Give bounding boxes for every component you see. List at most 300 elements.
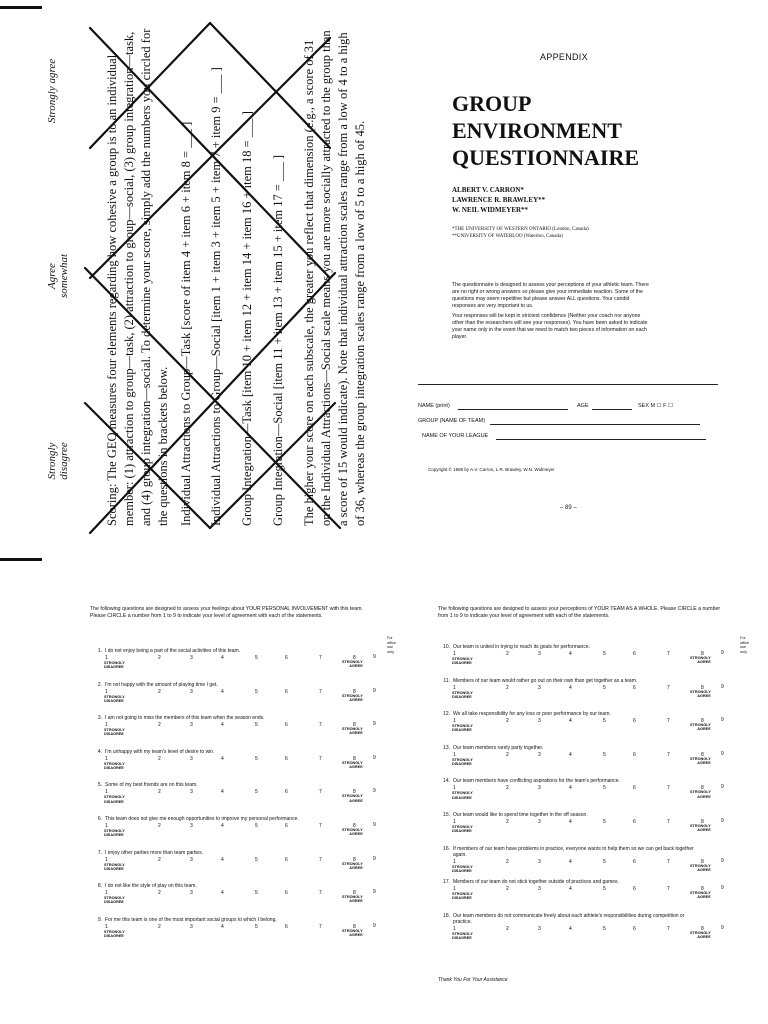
- rating-option-6[interactable]: 6: [633, 886, 636, 893]
- rating-option-5[interactable]: 5: [603, 785, 606, 792]
- strongly-disagree-label: [452, 691, 473, 700]
- rating-option-4[interactable]: 4: [221, 923, 224, 930]
- item-number: 5.: [97, 782, 102, 789]
- rating-option-8[interactable]: 8: [353, 823, 356, 829]
- label-line: AGREE: [349, 798, 363, 803]
- item-number: 7.: [97, 849, 102, 856]
- rating-option-5[interactable]: 5: [603, 751, 606, 758]
- rating-option-8[interactable]: 8: [701, 785, 704, 792]
- rating-option-2[interactable]: 2: [506, 858, 509, 865]
- rating-option-7[interactable]: 7: [319, 856, 322, 863]
- rating-option-4[interactable]: 4: [569, 684, 572, 691]
- rating-option-6[interactable]: 6: [633, 751, 636, 758]
- rating-option-2[interactable]: 2: [158, 755, 161, 762]
- rating-option-3[interactable]: 3: [538, 751, 541, 758]
- strongly-disagree-label: [452, 825, 473, 834]
- rating-option-4[interactable]: 4: [221, 789, 224, 796]
- label-line: STRONGLY: [452, 864, 473, 869]
- rating-option-1[interactable]: 1: [105, 890, 108, 897]
- rating-option-4[interactable]: 4: [569, 751, 572, 758]
- rating-option-7[interactable]: 7: [319, 890, 322, 897]
- item-statement: I'm not happy with the amount of playing time I get.: [105, 681, 218, 688]
- rating-option-6[interactable]: 6: [633, 819, 636, 825]
- rating-option-7[interactable]: 7: [319, 655, 322, 661]
- rating-option-5[interactable]: 5: [255, 755, 258, 762]
- item-statement: Our team members rarely party together.: [453, 744, 544, 751]
- rating-option-1[interactable]: 1: [105, 688, 108, 695]
- item-statement: For me this team is one of the most important social groups to which I belong.: [105, 916, 277, 923]
- strongly-disagree-label: [452, 724, 473, 733]
- rating-option-3[interactable]: 3: [538, 858, 541, 865]
- rating-option-1[interactable]: 1: [105, 722, 108, 729]
- item-number: 2.: [97, 681, 102, 688]
- rating-option-1[interactable]: 1: [453, 858, 456, 865]
- questionnaire-title: [452, 90, 639, 171]
- label-line: STRONGLY: [342, 895, 363, 900]
- label-line: DISAGREE: [104, 799, 124, 804]
- strongly-agree-label: [690, 824, 711, 833]
- rating-option-8[interactable]: 8: [353, 890, 356, 897]
- rating-option-9[interactable]: 9: [373, 788, 376, 795]
- label-line: DISAGREE: [452, 694, 472, 699]
- item-statement: Some of my best friends are on this team.: [105, 782, 198, 789]
- label-line: STRONGLY: [690, 863, 711, 868]
- rating-option-9[interactable]: 9: [721, 857, 724, 864]
- item-number: 15.: [443, 812, 450, 818]
- label-line: AGREE: [349, 697, 363, 702]
- rating-option-3[interactable]: 3: [538, 886, 541, 893]
- right-page-header: The following questions are designed to assess your perceptions of YOUR TEAM AS A WHOLE. Please CIRCLE a number from 1 to 9 to indicate your level of agreement with each of the statements.: [438, 606, 721, 619]
- rating-option-5[interactable]: 5: [255, 655, 258, 661]
- label-line: STRONGLY: [690, 790, 711, 795]
- rating-option-2[interactable]: 2: [506, 651, 509, 657]
- strongly-disagree-heading: Strongly disagree: [46, 441, 71, 480]
- rating-option-2[interactable]: 2: [158, 856, 161, 863]
- questionnaire-item: [438, 879, 738, 909]
- questionnaire-item: [438, 711, 738, 741]
- item-statement: If members of our team have problems in practice, everyone wants to help them so we can get back together again.: [453, 845, 694, 858]
- rating-option-4[interactable]: 4: [569, 886, 572, 893]
- rating-option-8[interactable]: 8: [353, 923, 356, 930]
- rating-option-5[interactable]: 5: [603, 651, 606, 657]
- rating-option-6[interactable]: 6: [633, 858, 636, 865]
- label-line: AGREE: [349, 865, 363, 870]
- label-line: AGREE: [349, 899, 363, 904]
- rating-option-6[interactable]: 6: [285, 755, 288, 762]
- sex-checkboxes[interactable]: SEX M ☐ F ☐: [638, 403, 673, 409]
- strongly-agree-label: [342, 862, 363, 871]
- rating-option-8[interactable]: 8: [353, 755, 356, 762]
- label-line: STRONGLY: [452, 724, 473, 729]
- label-line: AGREE: [697, 794, 711, 799]
- rating-option-8[interactable]: 8: [701, 751, 704, 758]
- label-line: DISAGREE: [452, 728, 472, 733]
- rating-option-9[interactable]: 9: [373, 922, 376, 929]
- strongly-agree-label: [342, 694, 363, 703]
- rating-option-3[interactable]: 3: [190, 890, 193, 897]
- rating-option-4[interactable]: 4: [569, 925, 572, 932]
- office-use-label: For office use only: [740, 636, 750, 654]
- rating-option-2[interactable]: 2: [506, 684, 509, 691]
- rating-option-9[interactable]: 9: [721, 924, 724, 931]
- rating-option-4[interactable]: 4: [221, 722, 224, 729]
- strongly-agree-label: [342, 660, 363, 669]
- label-line: AGREE: [697, 867, 711, 872]
- rating-option-9[interactable]: 9: [721, 750, 724, 757]
- strongly-disagree-label: [104, 896, 125, 905]
- rating-option-1[interactable]: 1: [105, 856, 108, 863]
- item-statement: Our team would like to spend time together in the off season.: [453, 812, 588, 818]
- rating-option-6[interactable]: 6: [633, 718, 636, 725]
- rating-option-7[interactable]: 7: [667, 684, 670, 691]
- rating-option-8[interactable]: 8: [701, 886, 704, 893]
- rating-option-8[interactable]: 8: [353, 655, 356, 661]
- rating-option-9[interactable]: 9: [373, 889, 376, 896]
- rating-option-8[interactable]: 8: [353, 856, 356, 863]
- rating-option-4[interactable]: 4: [569, 819, 572, 825]
- rating-option-4[interactable]: 4: [221, 688, 224, 695]
- rating-option-5[interactable]: 5: [603, 684, 606, 691]
- rating-option-5[interactable]: 5: [603, 858, 606, 865]
- copyright-notice: Copyright © 1985 by A.V. Carron, L.R. Brawley, W.N. Widmeyer: [428, 467, 555, 472]
- age-field[interactable]: [592, 409, 632, 410]
- rating-option-7[interactable]: 7: [667, 751, 670, 758]
- rating-option-4[interactable]: 4: [221, 755, 224, 762]
- rating-option-6[interactable]: 6: [285, 923, 288, 930]
- strongly-agree-label: [342, 727, 363, 736]
- label-line: STRONGLY: [104, 728, 125, 733]
- rating-option-2[interactable]: 2: [506, 819, 509, 825]
- rating-option-9[interactable]: 9: [373, 687, 376, 694]
- item-statement: Members of our team do not stick together outside of practices and games.: [453, 879, 619, 886]
- rating-option-1[interactable]: 1: [453, 819, 456, 825]
- questionnaire-item: [90, 749, 390, 779]
- rating-option-4[interactable]: 4: [569, 718, 572, 725]
- rating-option-4[interactable]: 4: [221, 823, 224, 829]
- rating-option-1[interactable]: 1: [453, 718, 456, 725]
- rating-option-9[interactable]: 9: [373, 654, 376, 660]
- rating-option-9[interactable]: 9: [373, 855, 376, 862]
- rating-option-2[interactable]: 2: [506, 718, 509, 725]
- item-statement: Our team members have conflicting aspirations for the team's performance.: [453, 778, 620, 785]
- rating-option-7[interactable]: 7: [319, 722, 322, 729]
- strongly-agree-label: [690, 656, 711, 665]
- item-statement: I enjoy other parties more than team parties.: [105, 849, 204, 856]
- rating-option-7[interactable]: 7: [667, 718, 670, 725]
- item-number: 11.: [443, 677, 450, 684]
- questionnaire-item: [90, 782, 390, 812]
- label-line: DISAGREE: [104, 766, 124, 771]
- label-line: AGREE: [697, 761, 711, 766]
- rating-option-3[interactable]: 3: [190, 923, 193, 930]
- rating-option-1[interactable]: 1: [453, 751, 456, 758]
- rating-option-2[interactable]: 2: [158, 722, 161, 729]
- questionnaire-item: [438, 745, 738, 775]
- rating-option-5[interactable]: 5: [255, 823, 258, 829]
- strongly-disagree-label: [104, 695, 125, 704]
- item-statement: I do not enjoy being a part of the social activities of this team.: [105, 648, 241, 654]
- name-label: NAME (print): [418, 403, 450, 409]
- item-number: 3.: [97, 715, 102, 722]
- item-statement: Our team is united in trying to reach its goals for performance.: [453, 644, 591, 650]
- rating-option-7[interactable]: 7: [319, 755, 322, 762]
- rating-option-8[interactable]: 8: [701, 858, 704, 865]
- label-line: STRONGLY: [342, 861, 363, 866]
- rating-option-4[interactable]: 4: [221, 890, 224, 897]
- scoring-instructions: [104, 26, 370, 526]
- rating-option-6[interactable]: 6: [285, 890, 288, 897]
- questionnaire-item: [90, 715, 390, 745]
- rating-option-2[interactable]: 2: [506, 886, 509, 893]
- rating-option-7[interactable]: 7: [667, 886, 670, 893]
- rating-option-2[interactable]: 2: [158, 890, 161, 897]
- subscale-individual-task: Individual Attractions to Group—Task [score of item 4 + item 6 + item 8 = ___ ]: [178, 121, 193, 526]
- rating-option-6[interactable]: 6: [285, 856, 288, 863]
- rating-option-9[interactable]: 9: [721, 818, 724, 824]
- rating-option-3[interactable]: 3: [538, 785, 541, 792]
- league-label: NAME OF YOUR LEAGUE: [422, 433, 489, 439]
- subscale-group-task: Group Integration—Task [item 10 + item 12 + item 14 + item 16 + item 18 = ___ ]: [240, 110, 255, 526]
- item-number: 10.: [443, 644, 450, 650]
- label-line: DISAGREE: [104, 833, 124, 838]
- rating-option-9[interactable]: 9: [373, 822, 376, 828]
- rating-option-5[interactable]: 5: [255, 789, 258, 796]
- rating-option-2[interactable]: 2: [158, 688, 161, 695]
- strongly-agree-label: [342, 929, 363, 938]
- scoring-intro: Scoring: The GEQ measures four elements regarding how cohesive a group is to an individual member: (1) attraction to group—task, (2) attraction to group—social, (3) group integration—task, and (4) group integration—social. To determine your score, simply add the numbers you circled for the questions in brackets below.: [105, 28, 170, 526]
- rating-option-6[interactable]: 6: [633, 925, 636, 932]
- rating-option-9[interactable]: 9: [373, 721, 376, 728]
- rating-option-7[interactable]: 7: [319, 823, 322, 829]
- label-line: AGREE: [697, 727, 711, 732]
- strongly-agree-heading: Strongly agree: [46, 58, 58, 123]
- rating-option-8[interactable]: 8: [353, 789, 356, 796]
- rating-option-5[interactable]: 5: [255, 923, 258, 930]
- rating-option-3[interactable]: 3: [190, 789, 193, 796]
- rating-option-7[interactable]: 7: [667, 819, 670, 825]
- rating-option-3[interactable]: 3: [190, 755, 193, 762]
- rating-option-2[interactable]: 2: [158, 655, 161, 661]
- strongly-disagree-label: [104, 762, 125, 771]
- rating-option-6[interactable]: 6: [633, 785, 636, 792]
- rating-option-1[interactable]: 1: [453, 651, 456, 657]
- rating-option-5[interactable]: 5: [603, 886, 606, 893]
- rating-option-9[interactable]: 9: [721, 784, 724, 791]
- appendix-title-page: [400, 40, 730, 530]
- rating-option-7[interactable]: 7: [319, 789, 322, 796]
- rating-option-9[interactable]: 9: [721, 885, 724, 892]
- strongly-disagree-label: [452, 791, 473, 800]
- rating-option-5[interactable]: 5: [603, 819, 606, 825]
- label-line: STRONGLY: [104, 896, 125, 901]
- questionnaire-item: [438, 778, 738, 808]
- rating-option-6[interactable]: 6: [285, 789, 288, 796]
- questionnaire-item: [438, 812, 738, 842]
- rating-option-4[interactable]: 4: [569, 858, 572, 865]
- label-line: STRONGLY: [104, 862, 125, 867]
- rating-option-3[interactable]: 3: [538, 651, 541, 657]
- rating-option-6[interactable]: 6: [633, 684, 636, 691]
- rating-option-3[interactable]: 3: [538, 684, 541, 691]
- name-field[interactable]: [458, 409, 568, 410]
- rating-option-5[interactable]: 5: [255, 856, 258, 863]
- age-label: AGE: [577, 403, 589, 409]
- rating-option-8[interactable]: 8: [353, 688, 356, 695]
- label-line: STRONGLY: [452, 825, 473, 829]
- rating-option-8[interactable]: 8: [353, 722, 356, 729]
- rating-option-8[interactable]: 8: [701, 651, 704, 657]
- questionnaire-item: [438, 678, 738, 708]
- label-line: STRONGLY: [104, 661, 125, 665]
- rating-option-6[interactable]: 6: [285, 823, 288, 829]
- label-line: DISAGREE: [104, 934, 124, 939]
- rating-option-3[interactable]: 3: [190, 823, 193, 829]
- rating-option-8[interactable]: 8: [701, 925, 704, 932]
- thank-you-note: Thank You For Your Assistance: [438, 977, 508, 983]
- rating-option-9[interactable]: 9: [721, 650, 724, 656]
- questionnaire-item: [438, 644, 738, 674]
- rating-option-5[interactable]: 5: [255, 722, 258, 729]
- subscale-group-social: Group Integration—Social [item 11 + item 13 + item 15 + item 17 = ___ ]: [271, 154, 286, 526]
- item-statement: Our team members do not communicate freely about each athlete's responsibilities during competition or practice.: [453, 912, 685, 925]
- rating-option-2[interactable]: 2: [506, 925, 509, 932]
- rating-option-1[interactable]: 1: [453, 684, 456, 691]
- item-statement: I'm unhappy with my team's level of desire to win.: [105, 748, 215, 755]
- item-number: 18.: [443, 912, 450, 919]
- rating-option-1[interactable]: 1: [105, 923, 108, 930]
- rating-option-1[interactable]: 1: [453, 925, 456, 932]
- rating-option-7[interactable]: 7: [319, 923, 322, 930]
- rating-option-6[interactable]: 6: [285, 655, 288, 661]
- rating-option-3[interactable]: 3: [538, 925, 541, 932]
- label-line: STRONGLY: [452, 657, 473, 661]
- label-line: STRONGLY: [452, 931, 473, 936]
- rating-option-5[interactable]: 5: [603, 925, 606, 932]
- rating-option-7[interactable]: 7: [667, 785, 670, 792]
- title-line-2: ENVIRONMENT: [452, 118, 622, 143]
- rating-option-4[interactable]: 4: [221, 856, 224, 863]
- label-line: STRONGLY: [452, 892, 473, 897]
- label-line: STRONGLY: [104, 929, 125, 934]
- rating-option-4[interactable]: 4: [569, 785, 572, 792]
- rating-option-2[interactable]: 2: [158, 823, 161, 829]
- rating-option-3[interactable]: 3: [538, 819, 541, 825]
- rating-option-2[interactable]: 2: [158, 789, 161, 796]
- label-line: STRONGLY: [690, 930, 711, 935]
- strongly-agree-label: [342, 895, 363, 904]
- label-line: DISAGREE: [452, 936, 472, 941]
- label-line: DISAGREE: [452, 868, 472, 873]
- rating-option-3[interactable]: 3: [190, 722, 193, 729]
- strongly-disagree-label: [452, 657, 473, 666]
- rating-option-8[interactable]: 8: [701, 819, 704, 825]
- rating-option-2[interactable]: 2: [506, 751, 509, 758]
- title-line-1: GROUP: [452, 91, 532, 116]
- rating-option-3[interactable]: 3: [538, 718, 541, 725]
- label-line: AGREE: [349, 731, 363, 736]
- item-statement: Members of our team would rather go out on their own than get together as a team.: [453, 677, 638, 684]
- rating-option-1[interactable]: 1: [453, 785, 456, 792]
- label-line: AGREE: [349, 765, 363, 770]
- rating-option-8[interactable]: 8: [701, 718, 704, 725]
- author-list: [452, 185, 545, 215]
- rating-option-2[interactable]: 2: [158, 923, 161, 930]
- league-field[interactable]: [496, 439, 706, 440]
- rating-option-3[interactable]: 3: [190, 688, 193, 695]
- subscale-individual-social: Individual Attractions to Group—Social [item 1 + item 3 + item 5 + item 7 + item 9 = ___ ]: [209, 66, 224, 526]
- rating-option-1[interactable]: 1: [453, 886, 456, 893]
- label-line: STRONGLY: [104, 795, 125, 800]
- rating-option-7[interactable]: 7: [667, 858, 670, 865]
- rating-option-5[interactable]: 5: [255, 890, 258, 897]
- affiliation-1: *THE UNIVERSITY OF WESTERN ONTARIO (London, Canada): [452, 227, 589, 232]
- label-line: DISAGREE: [104, 665, 124, 670]
- rating-option-1[interactable]: 1: [105, 789, 108, 796]
- rating-option-1[interactable]: 1: [105, 755, 108, 762]
- affiliation-2: **UNIVERSITY OF WATERLOO (Waterloo, Canada): [452, 234, 563, 239]
- author-2: LAWRENCE R. BRAWLEY**: [452, 196, 546, 204]
- strongly-agree-label: [690, 864, 711, 873]
- label-line: STRONGLY: [690, 891, 711, 896]
- strongly-agree-label: [690, 723, 711, 732]
- item-number: 17.: [443, 879, 450, 886]
- registration-mark-middle: [0, 558, 42, 561]
- rating-option-5[interactable]: 5: [255, 688, 258, 695]
- rating-option-4[interactable]: 4: [221, 655, 224, 661]
- strongly-agree-label: [690, 931, 711, 940]
- strongly-disagree-label: [452, 932, 473, 941]
- rating-option-2[interactable]: 2: [506, 785, 509, 792]
- rating-option-6[interactable]: 6: [285, 688, 288, 695]
- group-field[interactable]: [490, 424, 700, 425]
- rating-option-4[interactable]: 4: [569, 651, 572, 657]
- label-line: STRONGLY: [342, 727, 363, 732]
- item-number: 13.: [443, 744, 450, 751]
- rating-option-1[interactable]: 1: [105, 823, 108, 829]
- strongly-disagree-label: [104, 829, 125, 838]
- rating-option-9[interactable]: 9: [721, 683, 724, 690]
- rating-option-9[interactable]: 9: [721, 717, 724, 724]
- agree-somewhat-heading: Agree somewhat: [46, 253, 71, 298]
- label-line: DISAGREE: [452, 762, 472, 767]
- rating-option-3[interactable]: 3: [190, 856, 193, 863]
- rating-option-3[interactable]: 3: [190, 655, 193, 661]
- rating-option-6[interactable]: 6: [285, 722, 288, 729]
- label-line: DISAGREE: [104, 732, 124, 737]
- label-line: AGREE: [349, 933, 363, 938]
- item-number: 9.: [97, 916, 102, 923]
- rating-option-6[interactable]: 6: [633, 651, 636, 657]
- instructions-paragraph-1: The questionnaire is designed to assess your perceptions of your athletic team. There are no right or wrong answers so please give your immediate reaction. Some of the questions may seem repetitive but please answer ALL questions. Your candid responses are very important to us.: [452, 282, 649, 309]
- rating-option-9[interactable]: 9: [373, 754, 376, 761]
- strongly-disagree-label: [104, 728, 125, 737]
- item-statement: I do not like the style of play on this team.: [105, 883, 197, 890]
- rating-option-7[interactable]: 7: [319, 688, 322, 695]
- author-3: W. NEIL WIDMEYER**: [452, 206, 529, 214]
- rating-option-5[interactable]: 5: [603, 718, 606, 725]
- scoring-closing: The higher your score on each subscale, the greater you reflect that dimension (e.g., a score of 31 on the Individual Attractions—Social scale means you are more socially attracted to the group than a score of 15 would indicate). Note that individual attraction scales range from a low of 4 to a high of 36, whereas the group integration scales range from a low of 5 to a high of 45.: [302, 29, 367, 526]
- label-line: STRONGLY: [342, 794, 363, 799]
- label-line: AGREE: [697, 660, 711, 665]
- rating-option-7[interactable]: 7: [667, 925, 670, 932]
- label-line: STRONGLY: [342, 760, 363, 765]
- questionnaire-item: [90, 850, 390, 880]
- strongly-disagree-label: [452, 758, 473, 767]
- rating-option-8[interactable]: 8: [701, 684, 704, 691]
- rating-option-1[interactable]: 1: [105, 655, 108, 661]
- author-1: ALBERT V. CARRON*: [452, 186, 524, 194]
- rating-option-7[interactable]: 7: [667, 651, 670, 657]
